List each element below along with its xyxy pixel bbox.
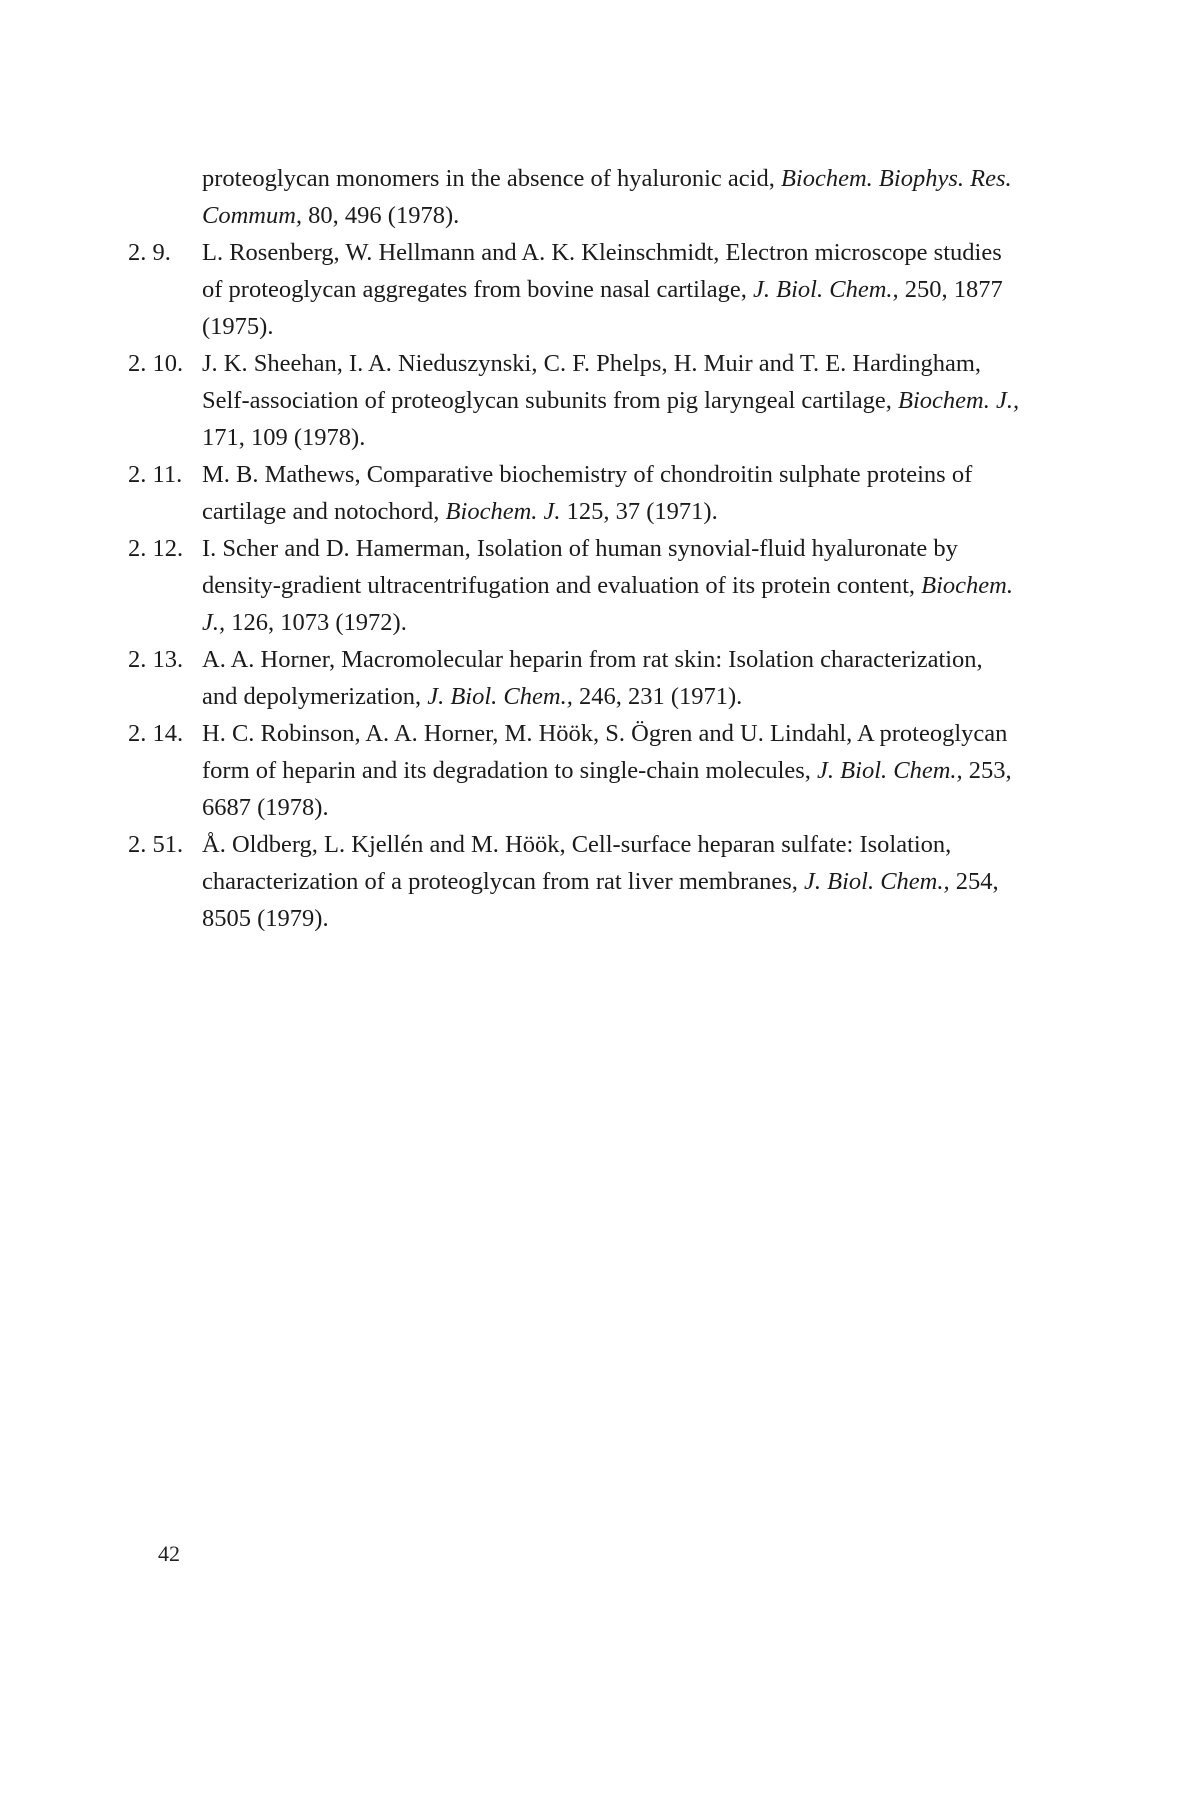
reference-continuation: [202, 160, 1022, 234]
journal-name: Biochem. Biophys. Res. Commum,: [202, 165, 1012, 229]
reference-text-post: 80, 496 (1978).: [302, 202, 460, 229]
page-number: 42: [158, 1541, 180, 1566]
reference-list: [128, 160, 1022, 937]
reference-item: [128, 641, 1022, 715]
reference-item: [128, 715, 1022, 826]
reference-text-pre: Å. Oldberg, L. Kjellén and M. Höök, Cell-surface heparan sulfate: Isolation, characterization of a proteoglycan from rat liver membranes,: [202, 831, 952, 895]
reference-text-pre: L. Rosenberg, W. Hellmann and A. K. Kleinschmidt, Electron microscope studies of proteoglycan aggregates from bovine nasal cartilage,: [202, 239, 1002, 303]
journal-name: Biochem. J.: [445, 498, 561, 525]
reference-text: [202, 239, 1003, 340]
journal-name: Biochem. J.,: [202, 572, 1013, 636]
reference-text-pre: proteoglycan monomers in the absence of hyaluronic acid,: [202, 165, 781, 192]
reference-number: 2. 51.: [128, 831, 184, 858]
reference-number: 2. 14.: [128, 720, 184, 747]
journal-name: J. Biol. Chem.,: [753, 276, 899, 303]
reference-text: [202, 646, 983, 710]
reference-text: [202, 461, 972, 525]
reference-text-pre: A. A. Horner, Macromolecular heparin from rat skin: Isolation characterization, and depolymerization,: [202, 646, 983, 710]
reference-text: [202, 720, 1012, 821]
reference-text: [202, 535, 1013, 636]
reference-text-pre: I. Scher and D. Hamerman, Isolation of human synovial-fluid hyaluronate by density-gradient ultracentrifugation and evaluation of its protein content,: [202, 535, 958, 599]
reference-text-post: 246, 231 (1971).: [572, 683, 743, 710]
reference-item: [128, 530, 1022, 641]
journal-name: J. Biol. Chem.,: [817, 757, 963, 784]
reference-text-post: 126, 1073 (1972).: [225, 609, 407, 636]
reference-number: 2. 12.: [128, 535, 184, 562]
reference-text-pre: H. C. Robinson, A. A. Horner, M. Höök, S. Ögren and U. Lindahl, A proteoglycan form of heparin and its degradation to single-chain molecules,: [202, 720, 1008, 784]
reference-item: [128, 345, 1022, 456]
reference-text-post: 125, 37 (1971).: [560, 498, 718, 525]
reference-text-post: 250, 1877 (1975).: [202, 276, 1003, 340]
reference-item: [128, 456, 1022, 530]
reference-item: [128, 234, 1022, 345]
reference-item: [128, 826, 1022, 937]
reference-text: [202, 165, 1012, 229]
reference-text: [202, 350, 1019, 451]
journal-name: J. Biol. Chem.,: [427, 683, 573, 710]
journal-name: J. Biol. Chem.,: [804, 868, 950, 895]
journal-name: Biochem. J.,: [898, 387, 1020, 414]
reference-text-post: 254, 8505 (1979).: [202, 868, 999, 932]
reference-text: [202, 831, 999, 932]
reference-text-post: 253, 6687 (1978).: [202, 757, 1012, 821]
reference-text-pre: M. B. Mathews, Comparative biochemistry of chondroitin sulphate proteins of cartilage and notochord,: [202, 461, 973, 525]
reference-number: 2. 10.: [128, 350, 184, 377]
reference-number: 2. 9.: [128, 239, 171, 266]
reference-text-post: 171, 109 (1978).: [202, 424, 366, 451]
reference-number: 2. 13.: [128, 646, 184, 673]
reference-number: 2. 11.: [128, 461, 183, 488]
reference-text-pre: J. K. Sheehan, I. A. Nieduszynski, C. F. Phelps, H. Muir and T. E. Hardingham, Self-association of proteoglycan subunits from pig laryngeal cartilage,: [202, 350, 982, 414]
